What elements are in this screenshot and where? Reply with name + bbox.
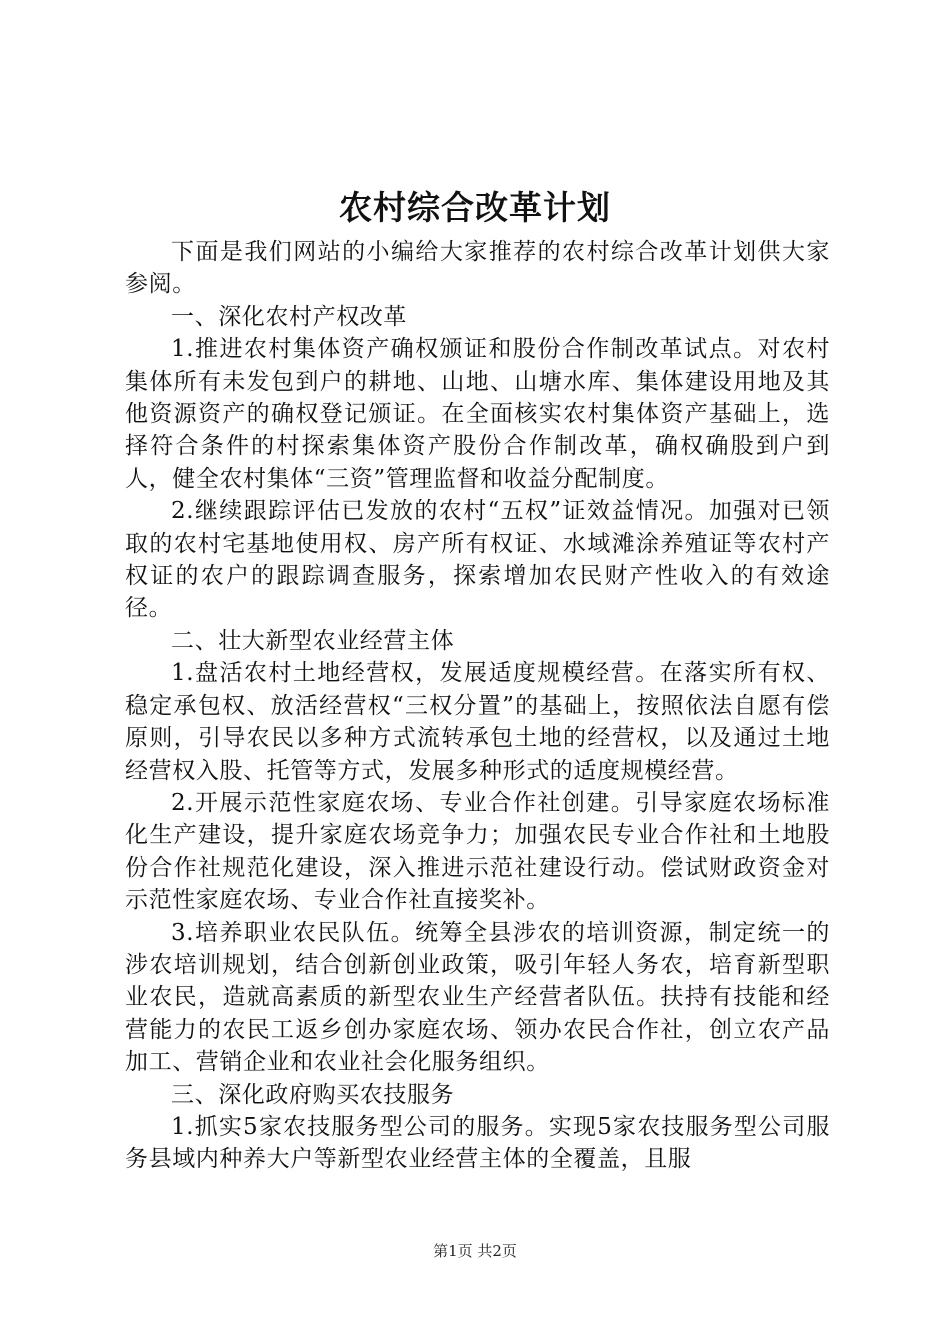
paragraph-2-1: 1.盘活农村土地经营权，发展适度规模经营。在落实所有权、稳定承包权、放活经营权“三权分置”的基础上，按照依法自愿有偿原则，引导农民以多种方式流转承包土地的经营权，以及通过土地经营权入股、托管等方式，发展多种形式的适度规模经营。 [125,660,830,784]
section-heading-2: 二、壮大新型农业经营主体 [171,627,455,654]
paragraph-1-2: 2.继续跟踪评估已发放的农村“五权”证效益情况。加强对已领取的农村宅基地使用权、房产所有权证、水域滩涂养殖证等农村产权证的农户的跟踪调查服务，探索增加农民财产性收入的有效途径。 [125,498,830,622]
paragraph-3-1: 1.抓实5家农技服务型公司的服务。实现5家农技服务型公司服务县域内种养大户等新型农业经营主体的全覆盖，且服 [125,1113,830,1173]
section-heading-3: 三、深化政府购买农技服务 [171,1081,455,1108]
paragraph-2-2: 2.开展示范性家庭农场、专业合作社创建。引导家庭农场标准化生产建设，提升家庭农场竞争力；加强农民专业合作社和土地股份合作社规范化建设，深入推进示范社建设行动。偿试财政资金对示范性家庭农场、专业合作社直接奖补。 [125,789,830,914]
paragraph-1-1: 1.推进农村集体资产确权颁证和股份合作制改革试点。对农村集体所有未发包到户的耕地、山地、山塘水库、集体建设用地及其他资源资产的确权登记颁证。在全面核实农村集体资产基础上，选择符合条件的村探索集体资产股份合作制改革，确权确股到户到人，健全农村集体“三资”管理监督和收益分配制度。 [125,336,830,492]
paragraph-2-3: 3.培养职业农民队伍。统筹全县涉农的培训资源，制定统一的涉农培训规划，结合创新创业政策，吸引年轻人务农，培育新型职业农民，造就高素质的新型农业生产经营者队伍。扶持有技能和经营能力的农民工返乡创办家庭农场、领办农民合作社，创立农产品加工、营销企业和农业社会化服务组织。 [125,919,830,1076]
document-body [125,236,830,1176]
section-heading-1: 一、深化农村产权改革 [171,303,407,330]
document-title: 农村综合改革计划 [339,188,611,227]
page-footer: 第1页 共2页 [433,1242,517,1260]
intro-paragraph: 下面是我们网站的小编给大家推荐的农村综合改革计划供大家参阅。 [125,239,830,298]
